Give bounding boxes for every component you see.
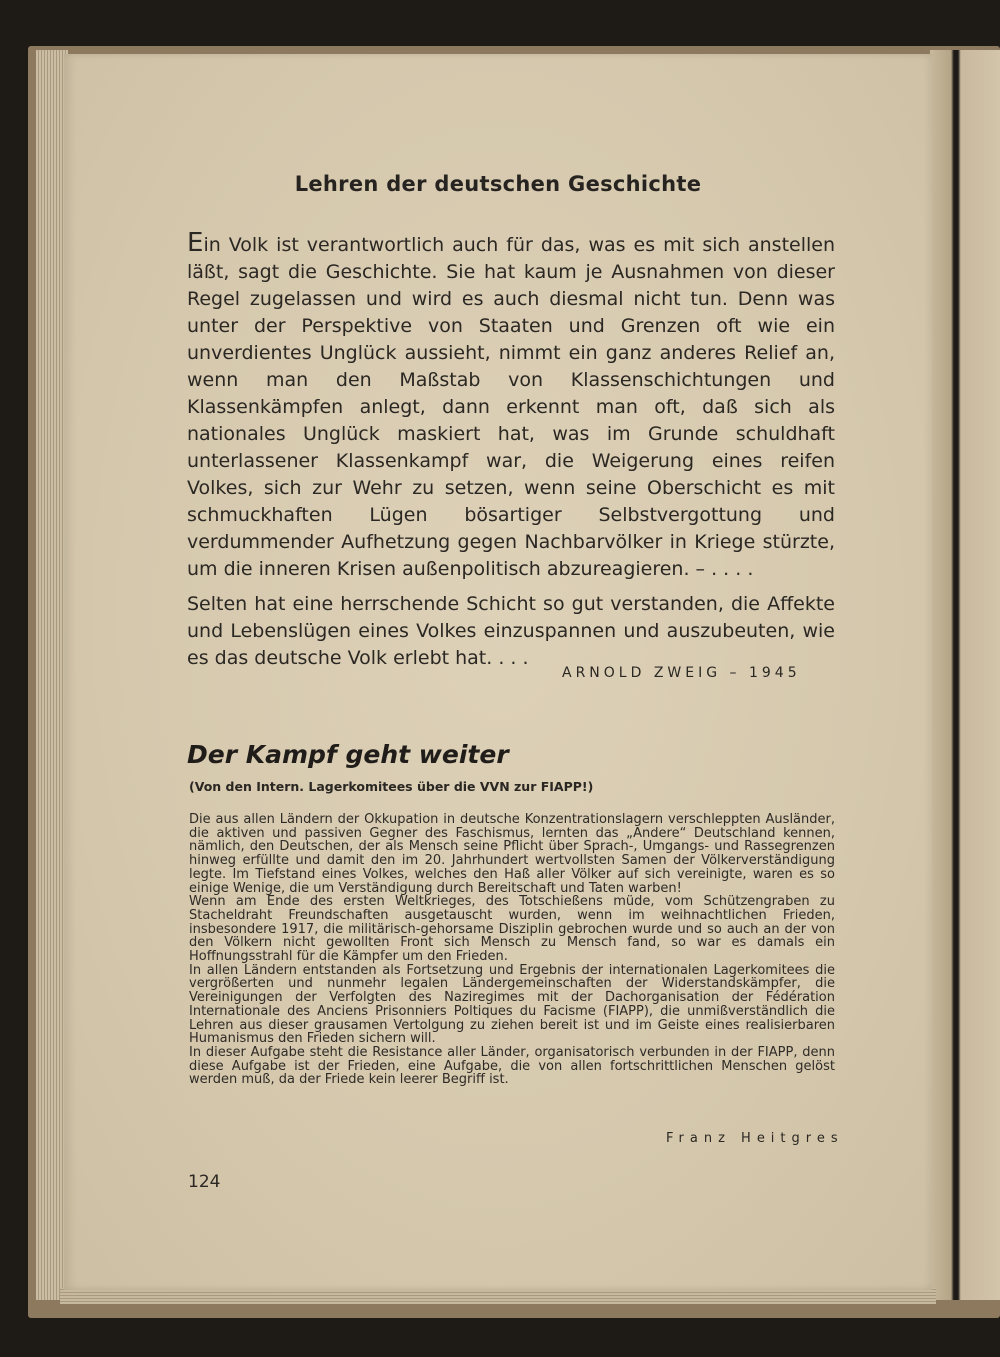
facing-page-edge (930, 50, 1000, 1300)
article-paragraph: In allen Ländern entstanden als Fortsetzung und Ergebnis der internationalen Lagerkomitees die vergrößerten und nunmehr legalen Ländergemeinschaften der Widerstandskämpfer, die Vereinigungen der Verfolgten des Naziregimes mit der Dachorganisation der Fédération Internationale des Anciens Prisonniers Poltiques du Facisme (FIAPP), die unmißverständlich die Lehren aus dieser grausamen Vertolgung zu ziehen bereit ist und im Geiste eines realisierbaren Humanismus den Frieden sichern will. (189, 962, 835, 1047)
page-number: 124 (188, 1172, 221, 1192)
author-signature: Franz Heitgres (666, 1131, 844, 1146)
article-paragraph: Wenn am Ende des ersten Weltkrieges, des Totschießens müde, vom Schützengraben zu Stacheldraht Freundschaften ausgetauscht wurden, wenn im weihnachtlichen Frieden, insbesondere 1917, die militärisch-gehorsame Disziplin gebrochen wurde und so auch an der von den Völkern nicht gewollten Front sich Mensch zu Mensch fand, so war es damals ein Hoffnungsstrahl für die Kämpfer um den Frieden. (189, 894, 835, 965)
article-paragraph: Selten hat eine herrschende Schicht so gut verstanden, die Affekte und Lebenslügen eines Volkes einzuspannen und auszubeuten, wie es das deutsche Volk erlebt hat. . . . (187, 593, 835, 669)
article-body (187, 228, 835, 672)
article-body (189, 813, 835, 1087)
page-stack-bottom (60, 1288, 936, 1304)
article-subtitle: (Von den Intern. Lagerkomitees über die VVN zur FIAPP!) (189, 779, 594, 794)
article-paragraph (187, 228, 835, 583)
drop-cap: E (187, 228, 204, 258)
author-signature: ARNOLD ZWEIG – 1945 (562, 665, 801, 681)
article-title: Lehren der deutschen Geschichte (294, 172, 702, 196)
article-title: Der Kampf geht weiter (187, 740, 509, 769)
article-paragraph: In dieser Aufgabe steht die Resistance aller Länder, organisatorisch verbunden in der FIAPP, denn diese Aufgabe ist der Frieden, eine Aufgabe, die von allen fortschrittlichen Menschen gelöst werden muß, da der Friede kein leerer Begriff ist. (189, 1044, 835, 1088)
paragraph-text: in Volk ist verantwortlich auch für das, was es mit sich anstellen läßt, sagt die Geschichte. Sie hat kaum je Ausnahmen von dieser Regel zugelassen und wird es auch diesmal nicht tun. Denn was unter der Perspektive von Staaten und Grenzen oft wie ein unverdientes Unglück aussieht, nimmt ein ganz anderes Relief an, wenn man den Maßstab von Klassenschichtungen und Klassenkämpfen anlegt, dann erkennt man oft, daß sich als nationales Unglück maskiert hat, was im Grunde schuldhaft unterlassener Klassenkampf war, die Weigerung eines reifen Volkes, sich zur Wehr zu setzen, wenn seine Oberschicht es mit schmuckhaften Lügen bösartiger Selbstvergottung und verdummender Aufhetzung gegen Nachbarvölker in Kriege stürzte, um die inneren Krisen außenpolitisch abzureagieren. – . . . . (187, 234, 835, 580)
book-page (64, 54, 932, 1290)
article-paragraph: Die aus allen Ländern der Okkupation in deutsche Konzentrationslagern verschleppten Ausländer, die aktiven und passiven Gegner des Faschismus, lernten das „Andere“ Deutschland kennen, nämlich, den Deutschen, der als Mensch seine Pflicht über Sprach-, Umgangs- und Rassegrenzen hinweg erfüllte und damit den im 20. Jahrhundert wertvollsten Samen der Völkerverständigung legte. Im Tiefstand eines Volkes, welches den Haß aller Völker auf sich vereinigte, waren es so einige Wenige, die um Verständigung durch Bereitschaft und Taten warben! (189, 812, 835, 896)
